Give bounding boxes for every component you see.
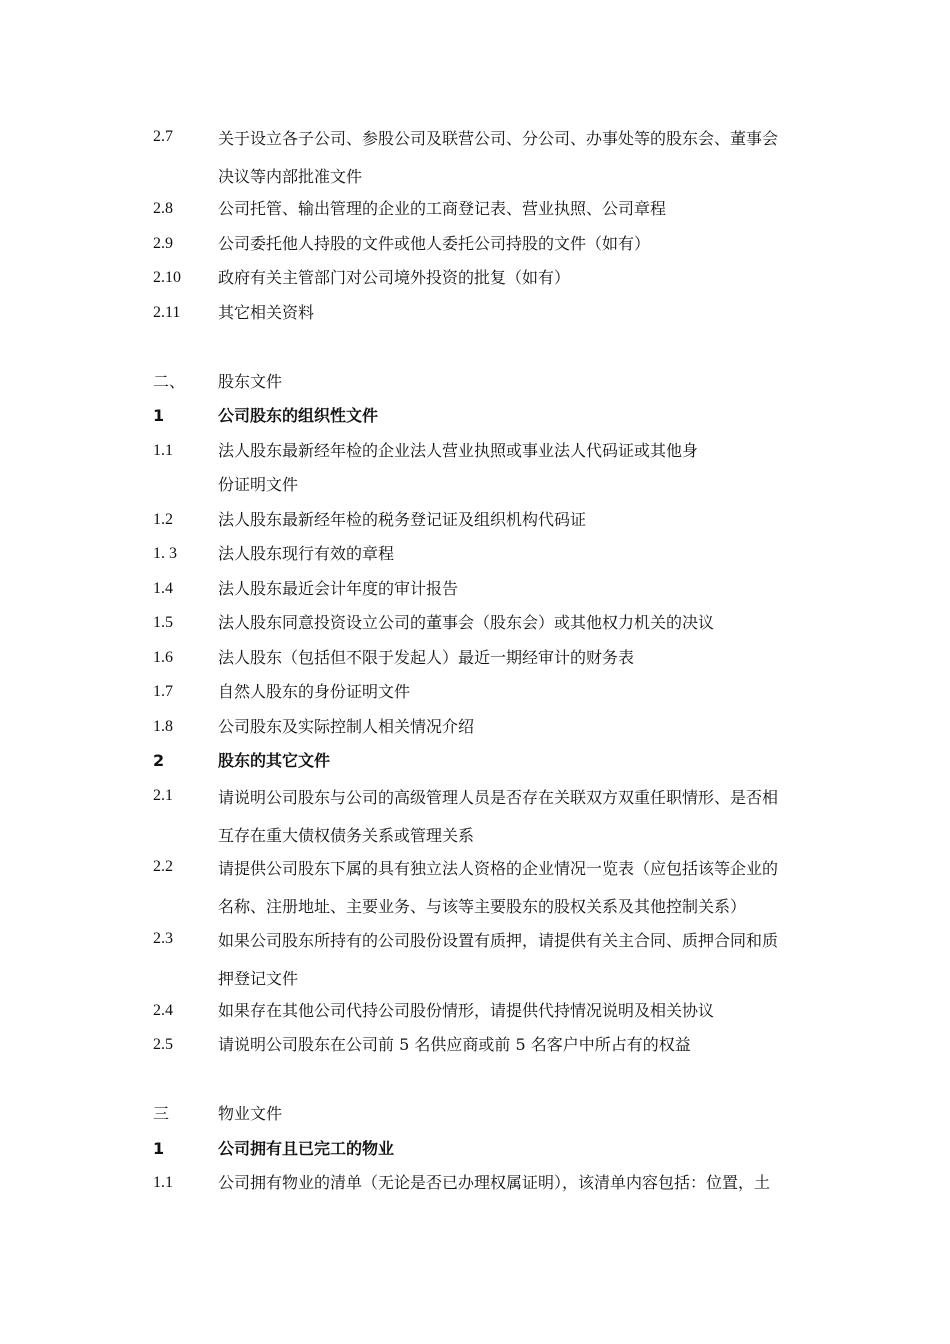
item-text	[218, 641, 818, 675]
subsection-number: 2	[153, 751, 165, 770]
section-title-line: 物业文件	[218, 1104, 283, 1123]
item-text	[218, 227, 818, 261]
subsection-title-line: 公司拥有且已完工的物业	[218, 1139, 395, 1158]
item-text-line: 如果存在其他公司代持公司股份情形，请提供代持情况说明及相关协议	[218, 1001, 715, 1020]
item-text-line: 决议等内部批准文件	[218, 167, 363, 186]
item-text	[218, 606, 818, 640]
item-text-line: 公司股东及实际控制人相关情况介绍	[218, 717, 475, 736]
subsection-title-line: 股东的其它文件	[218, 751, 331, 770]
item-text	[218, 261, 818, 295]
item-text	[218, 922, 818, 998]
item-text-line: 如果公司股东所持有的公司股份设置有质押，请提供有关主合同、质押合同和质	[218, 931, 779, 950]
item-number: 1.1	[153, 442, 173, 459]
item-number: 2.5	[153, 1036, 173, 1053]
item-text-line: 关于设立各子公司、参股公司及联营公司、分公司、办事处等的股东会、董事会	[218, 129, 779, 148]
item-text-line: 公司拥有物业的清单（无论是否已办理权属证明），该清单内容包括：位置，土	[218, 1173, 771, 1192]
item-number: 2.8	[153, 200, 173, 217]
item-text	[218, 537, 818, 571]
item-number: 2.7	[153, 128, 173, 145]
item-text-line: 互存在重大债权债务关系或管理关系	[218, 826, 475, 845]
item-text-line: 法人股东现行有效的章程	[218, 544, 395, 563]
item-text	[218, 710, 818, 744]
item-number: 1.6	[153, 649, 173, 666]
item-text	[218, 296, 818, 330]
item-number: 2.1	[153, 787, 173, 804]
item-text	[218, 192, 818, 226]
item-number: 1. 3	[153, 545, 177, 562]
item-text-line: 份证明文件	[218, 475, 299, 494]
subsection-title-line: 公司股东的组织性文件	[218, 406, 379, 425]
item-text-line: 自然人股东的身份证明文件	[218, 682, 411, 701]
section-title-line: 股东文件	[218, 372, 283, 391]
item-number: 1.5	[153, 614, 173, 631]
section-number: 三	[153, 1104, 170, 1123]
item-text	[218, 850, 818, 926]
item-text	[218, 994, 818, 1028]
item-text	[218, 675, 818, 709]
item-number: 1.8	[153, 718, 173, 735]
item-text-line: 法人股东最新经年检的税务登记证及组织机构代码证	[218, 510, 587, 529]
subsection-title	[218, 1132, 818, 1166]
item-text-line: 请说明公司股东在公司前 5 名供应商或前 5 名客户中所占有的权益	[218, 1035, 691, 1054]
item-text-line: 名称、注册地址、主要业务、与该等主要股东的股权关系及其他控制关系）	[218, 897, 747, 916]
item-text	[218, 1028, 818, 1062]
item-number: 1.4	[153, 580, 173, 597]
item-text-line: 公司委托他人持股的文件或他人委托公司持股的文件（如有）	[218, 234, 651, 253]
item-text-line: 公司托管、输出管理的企业的工商登记表、营业执照、公司章程	[218, 199, 667, 218]
item-text-line: 政府有关主管部门对公司境外投资的批复（如有）	[218, 268, 571, 287]
subsection-number: 1	[153, 406, 165, 425]
item-number: 1.1	[153, 1174, 173, 1191]
subsection-title	[218, 744, 818, 778]
item-text	[218, 572, 818, 606]
item-number: 2.3	[153, 930, 173, 947]
item-number: 2.4	[153, 1002, 173, 1019]
item-text-line: 请提供公司股东下属的具有独立法人资格的企业情况一览表（应包括该等企业的	[218, 859, 779, 878]
item-text	[218, 503, 818, 537]
section-number: 二、	[153, 372, 186, 391]
item-number: 2.11	[153, 304, 181, 321]
item-number: 2.10	[153, 269, 181, 286]
item-text-line: 法人股东（包括但不限于发起人）最近一期经审计的财务表	[218, 648, 635, 667]
item-text-line: 法人股东同意投资设立公司的董事会（股东会）或其他权力机关的决议	[218, 613, 715, 632]
section-title	[218, 365, 818, 399]
item-number: 2.9	[153, 235, 173, 252]
item-text-line: 法人股东最新经年检的企业法人营业执照或事业法人代码证或其他身	[218, 441, 699, 460]
item-text-line: 请说明公司股东与公司的高级管理人员是否存在关联双方双重任职情形、是否相	[218, 788, 779, 807]
item-number: 2.2	[153, 858, 173, 875]
subsection-number: 1	[153, 1139, 165, 1158]
item-number: 1.2	[153, 511, 173, 528]
item-text	[218, 1166, 818, 1200]
item-text-line: 法人股东最近会计年度的审计报告	[218, 579, 459, 598]
item-text-line: 其它相关资料	[218, 303, 315, 322]
item-text	[218, 120, 818, 196]
item-number: 1.7	[153, 683, 173, 700]
item-text-line: 押登记文件	[218, 969, 299, 988]
item-text	[218, 779, 818, 855]
section-title	[218, 1097, 818, 1131]
item-text	[218, 434, 818, 502]
subsection-title	[218, 399, 818, 433]
